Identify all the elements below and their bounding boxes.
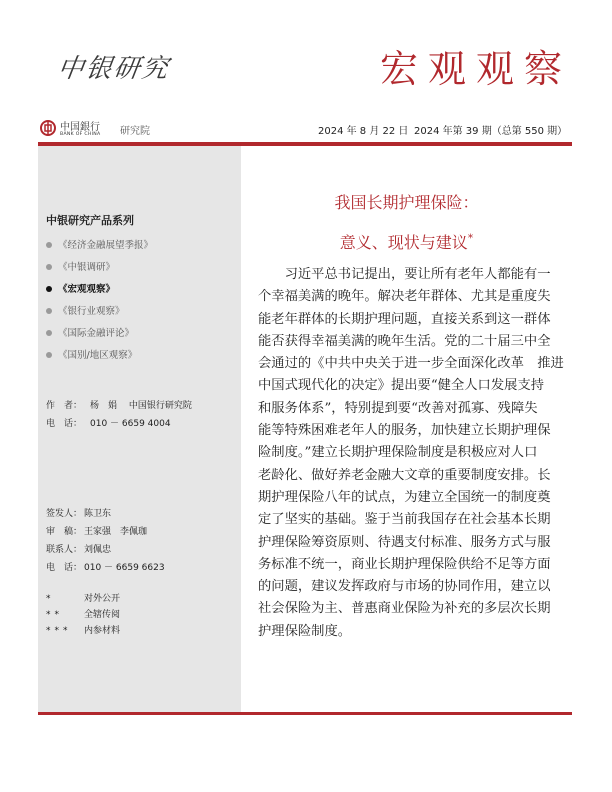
body-line: 的问题，建议发挥政府与市场的协同作用，建立以 [258, 579, 551, 595]
body-line: 会通过的《中共中央关于进一步全面深化改革 推进 [258, 356, 564, 372]
body-line: 中国式现代化的决定》提出要“健全人口发展支持 [258, 378, 545, 394]
author-phone-line: 电 话： 010 － 6659 4004 [46, 419, 171, 429]
body-line: 习近平总书记提出，要让所有老年人都能有一 [258, 267, 551, 282]
bullet-icon [46, 242, 52, 248]
contact-line: 联系人： 刘佩忠 [46, 545, 112, 555]
body-line: 个幸福美满的晚年。解决老年群体、尤其是重度失 [258, 289, 551, 305]
body-line: 社会保险为主、普惠商业保险为补充的多层次长期 [258, 601, 551, 617]
institute-name: 研究院 [120, 126, 150, 137]
article-title-line2: 意义、现状与建议* [339, 231, 474, 252]
footnote-mark: * [467, 231, 474, 245]
boc-emblem-icon [40, 120, 56, 136]
body-line: 能老年群体的长期护理问题，直接关系到这一群体 [258, 311, 551, 327]
body-line: 护理保险筹资原则、待遇支付标准、服务方式与服 [258, 534, 551, 550]
article-title-line1: 我国长期护理保险： [334, 193, 479, 212]
reviewer-line: 审 稿： 王家强 李佩珈 [46, 527, 148, 537]
distribution-internal: ** 全辖传阅 [46, 610, 121, 620]
brand-logo-text: 中银研究 [55, 54, 172, 84]
footer-divider [38, 712, 572, 715]
series-item-research: 《中银调研》 [46, 259, 115, 273]
body-line: 能否获得幸福美满的晚年生活。党的二十届三中全 [258, 333, 551, 349]
bullet-icon [46, 330, 52, 336]
logo-text-cn: 中国銀行 [60, 122, 100, 133]
signer-line: 签发人： 陈卫东 [46, 509, 112, 519]
body-line: 定了坚实的基础。鉴于当前我国存在社会基本长期 [258, 512, 551, 528]
body-line: 护理保险制度。 [258, 623, 352, 639]
series-item-international-finance: 《国际金融评论》 [46, 325, 134, 339]
series-title: 中银研究产品系列 [46, 214, 134, 227]
body-line: 和服务体系”，特别提到要“改善对孤寡、残障失 [258, 400, 538, 416]
series-item-economic-outlook: 《经济金融展望季报》 [46, 237, 153, 251]
body-line: 能等特殊困难老年人的服务，加快建立长期护理保 [258, 423, 551, 439]
series-item-country-observation: 《国别/地区观察》 [46, 347, 137, 361]
body-line: 期护理保险八年的试点，为建立全国统一的制度奠 [258, 489, 551, 505]
body-line: 务标准不统一，商业长期护理保险供给不足等方面 [258, 556, 551, 572]
bullet-icon [46, 286, 52, 292]
distribution-confidential: *** 内参材料 [46, 626, 121, 636]
article-body [258, 264, 572, 643]
bullet-icon [46, 352, 52, 358]
body-line: 老龄化、做好养老金融大文章的重要制度安排。长 [258, 467, 551, 483]
logo-text-en: BANK OF CHINA [60, 132, 101, 137]
contact-phone-line: 电 话： 010 － 6659 6623 [46, 563, 165, 573]
bullet-icon [46, 308, 52, 314]
report-title: 宏观观察 [379, 47, 572, 91]
issue-date: 2024 年 8 月 22 日 [318, 126, 409, 137]
author-line: 作 者： 杨 娟 中国银行研究院 [46, 401, 192, 411]
series-item-macro-observation: 《宏观观察》 [46, 281, 115, 295]
bullet-icon [46, 264, 52, 270]
series-item-banking-observation: 《银行业观察》 [46, 303, 125, 317]
issue-number: 2024 年第 39 期（总第 550 期） [414, 126, 568, 137]
body-line: 险制度。”建立长期护理保险制度是积极应对人口 [258, 445, 538, 461]
distribution-public: * 对外公开 [46, 594, 121, 604]
